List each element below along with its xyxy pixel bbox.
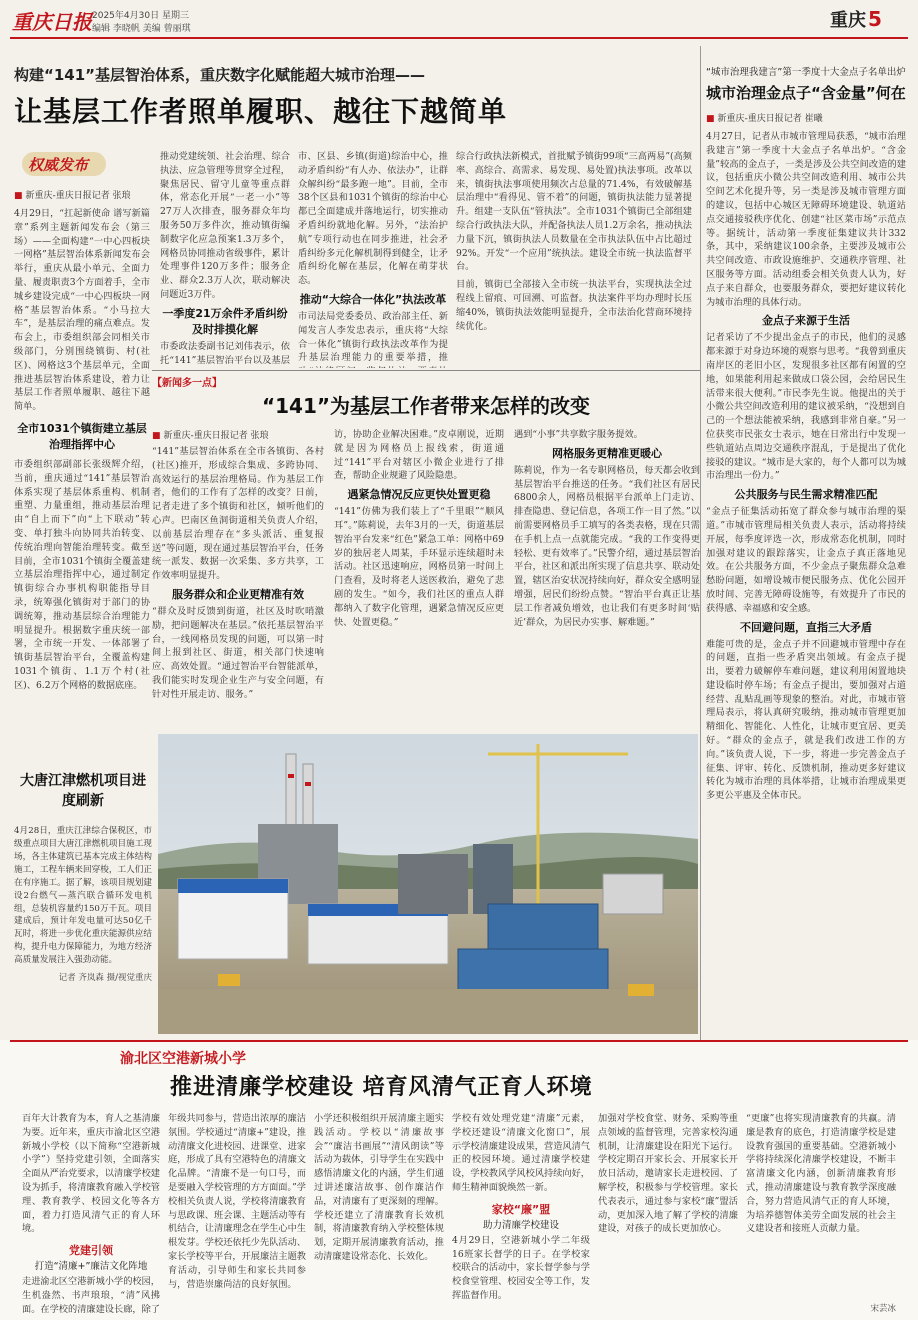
lead-byline: ■ 新重庆-重庆日报记者 张琅 [14,188,150,201]
mid-tag: 【新闻多一点】 [152,378,222,389]
bottom-subhead-1-line2: 打造“清廉+”廉洁文化阵地 [34,1261,148,1273]
bottom-subhead-1: 党建引领 [69,1244,113,1258]
mid-col-1 [152,428,324,728]
bottom-text-3: 小学还积极组织开展清廉主题实践活动。学校以“清廉故事会”“廉洁书画展”“清风朗读”等活动为载体，引导学生在实践中感悟清廉文化的内涵，学生们通过讲述廉洁故事、创作廉洁作品，对清廉有了更深刻的理解。学校还建立了清廉教育长效机制，将清廉教育纳入学校整体规划，定期开展清廉教育活动，推动清廉建设常态化、长效化。 [314,1113,444,1262]
lead-text-2a: 推动党建统领、社会治理、综合执法、应急管理等贯穿全过程，聚焦居民、留守儿童等重点群体，常态化开展“一老一小”等27万人次排查，服务群众年均服务50万多件次，推动镇街编制数字化应急预案1.3万多个，网格员协同推动省级事件，累计处理事件120万多件；服务企业、群众2.3万人次，联动解决问题近3万件。 [160,151,290,300]
bottom-col-2 [168,1112,306,1317]
lead-subhead-3: 推动“大综合一体化”执法改革 [299,292,447,306]
mid-col-2 [334,428,504,728]
bottom-feature [0,1040,918,1320]
bottom-headline: 推进清廉学校建设 培育风清气正育人环境 [170,1075,593,1100]
bottom-col-3 [314,1112,444,1317]
section-label: 重庆 [830,10,866,31]
right-text-d: 难能可贵的是，金点子并不回避城市管理中存在的问题，直指一些矛盾突出领域。有金点子提出，要着力破解停车难问题，建议利用闲置地块建设临时停车场；有金点子提出，要加强对占道经营、乱贴乱画等现象的整治。对此，市城市管理局表示，将认真研究吸纳，推动城市管理更加精细化、智能化、人性化，让城市更宜居、更美好。“群众的金点子，就是我们改进工作的方向。”该负责人说，下一步，将进一步完善金点子征集、评审、转化、反馈机制，推动更多好建议转化为城市治理的具体举措，让城市治理成果更多更公平惠及全体市民。 [706,638,906,802]
mid-byline: ■ 新重庆-重庆日报记者 张琅 [152,428,324,441]
right-subhead-1: 金点子来源于生活 [762,314,850,328]
photo-caption-title: 大唐江津燃机项目进度刷新 [20,773,146,809]
right-subhead-2: 公共服务与民生需求精准匹配 [734,488,878,502]
bottom-text-4a: 学校有效处理党建“清廉”元素，学校还建设“清廉文化窗口”，展示学校清廉建设成果，营造风清气正的校园环境。通过清廉学校建设，学校教风学风校风持续向好，师生精神面貌焕然一新。 [452,1113,590,1193]
bottom-col-5 [598,1112,738,1317]
bottom-kicker: 渝北区空港新城小学 [120,1051,246,1067]
newspaper-logo: 重庆日报 [12,10,92,34]
bottom-text-1b: 走进渝北区空港新城小学的校园，生机盎然、书声琅琅，“清”风拂面。在学校的清廉建设长廊，除了 [22,1276,160,1315]
lead-text-3a: 市、区县、乡镇(街道)综治中心，推动矛盾纠纷“有人办、依法办”，让群众解纠纷“最多跑一地”。目前，全市38个区县和1031个镇街的综治中心都已全面建成并落地运行，切实推动矛盾纠纷就地化解。另外，“法治护航”专项行动也在同步推进，社会矛盾纠纷多元化解机制得到健全，让矛盾纠纷化解在基层，化解在萌芽状态。 [298,151,448,287]
mid-text-1b: “群众及时反馈到街道，社区及时吹哨激励，把问题解决在基层。”依托基层智治平台，一线网格员发现的问题，可以第一时间上报到社区、街道，相关部门快速响应、高效处置。“通过智治平台智能派单，我们能实时发现企业生产与安全问题，有针对性开展走访、服务。” [152,605,324,700]
bottom-subhead-2-line2: 助力清廉学校建设 [482,1219,559,1231]
right-column [706,64,906,1044]
bottom-col-4 [452,1112,590,1317]
right-text-b: 记者采访了不少提出金点子的市民，他们的灵感都来源于对身边环境的观察与思考。“我曾到重庆南岸区的老旧小区，发现很多社区都有闲置的空地，如果能利用起来做成口袋公园，会给居民生活带来很大便利。”市民李先生说。他提出的关于小微公共空间改造利用的建议被采纳，“没想到自己的一个想法能被采纳，我感到非常自豪。”另一位获奖市民张女士表示，她在日常出行中发现一些轨道站点周边交通秩序混乱，于是提出了优化接驳的建议。“城市是大家的，每个人都可以为城市治理出一份力。” [706,332,906,482]
lead-text-1a: 4月29日，“扛起新使命 谱写新篇章”系列主题新闻发布会（第三场）——全面构建“一中心四板块一网格”基层智治体系新闻发布会举行，重庆从最小单元、全面力量、履责职责3个方面着手，全市城乡建设完成“一中心四板块一网格”基层智治体系。“小马拉大车”，是基层治理的痛点难点。发布会上，市委组织部会同相关市级部门，分别围绕镇街、村(社区)、网格这3个基层单元，全面推进基层智治体系建设，着力让基层工作者照单履职、越往下越简单。 [14,208,150,413]
bottom-text-6: “更廉”也将实现清廉教育的共赢。清廉是教育的底色，打造清廉学校是建设教育强国的重要基础。空港新城小学将持续深化清廉学校建设，不断丰富清廉文化内涵，创新清廉教育形式，推动清廉建设与教育教学深度融合，努力营造风清气正的育人环境，为培养德智体美劳全面发展的社会主义建设者和接班人贡献力量。 [746,1113,896,1235]
right-byline: ■ 新重庆-重庆日报记者 崔曦 [706,111,906,124]
lead-col-1 [14,188,150,718]
section-name [830,6,882,32]
mid-text-2b: “141”仿佛为我们装上了“千里眼”“顺风耳”。”陈莉说，去年3月的一天，街道基层智治平台发来“红色”紧急工单：网格中69岁的独居老人周某，手环显示连续超时未活动。社区迅速响应，网格员第一时间上门查看，及时将老人送医救治，避免了悲剧的发生。“如今，我们社区的重点人群都纳入了数字化管理，遇紧急情况反应更快、处置更稳。” [334,506,504,628]
bottom-text-1a: 百年大计教育为本，育人之基清廉为要。近年来，重庆市渝北区空港新城小学校（以下简称“空港新城小学”）坚持党建引领，全面落实全面从严治党要求，以清廉学校建设为抓手，将清廉教育融入学校管理、教育教学、校园文化等各方面，着力打造风清气正的育人环境。 [22,1113,160,1235]
lead-col-4 [456,150,692,368]
photo-caption-text: 4月28日，重庆江津综合保税区，市级重点项目大唐江津燃机项目施工现场，各主体建筑已基本完成主体结构施工，工程车辆来回穿梭，工人们正在有序施工。据了解，该项目规划建设2台燃气—蒸汽联合循环发电机组，总装机容量约150万千瓦。项目建成后，预计年发电量可达50亿千瓦时，将进一步优化重庆能源供应结构，提升电力保障能力，为地方经济高质量发展注入强劲动能。 [14,826,152,966]
bottom-text-4b: 4月29日，空港新城小学二年级16班家长督学的日子。在学校家校联合的活动中，家长督学参与学校食堂管理、校园安全等工作，发挥监督作用。 [452,1234,590,1301]
lead-text-1b: 市委组织部副部长张级辉介绍，当前，重庆通过“141”基层智治体系实现了基层体系重构、机制重塑、力量重组，推动基层治理由“自上而下”向“上下联动”转变、单打独斗向协同共治转变、传统治理向智能治理转变。截至目前，全市1031个镇街全覆盖建立基层治理指挥中心，通过制定镇街综合办事机构职能指导目录，统筹强化镇街对于部门的协调统筹，推动基层综合治理能力明显提升。根据数字重庆统一部署，全市统一开发、一体部署了镇街基层智治平台，全覆盖构建1031个镇街、1.1万个村(社区)、6.2万个网格的数据底座。 [14,458,150,691]
masthead [0,0,918,44]
masthead-rule [10,37,908,39]
photo-credit: 记者 齐岚森 摄/视觉重庆 [58,972,152,983]
lead-col-3 [298,150,448,368]
lead-text-4a: 综合行政执法新模式，首批赋予镇街99项“三高两易”(高频率、高综合、高需求、易发现、易处置)执法事项。改革以来，镇街执法事项使用频次占总量的71.4%，有效破解基层治理中“看得见、管不着”的问题，镇街执法能力显著提升。组建一支队伍“管执法”。全市1031个镇街已全部组建综合行政执法大队，并配备执法人员1.2万余名，推动执法力量下沉，镇街执法人员数量在全市执法队伍中占比超过92%。开发“一个应用”统执法。建设全市统一执法监督平台。 [456,151,692,273]
right-subhead-3: 不回避问题，直指三大矛盾 [740,620,872,634]
bottom-text-2: 年级共同参与，营造出浓厚的廉洁氛围。学校通过“清廉+”建设，推动清廉文化进校园、进课堂、进家庭，形成了具有空港特色的清廉文化品牌。“清廉不是一句口号，而是要融入学校管理的方方面面。”学校相关负责人说，学校将清廉教育与思政课、班会课、主题活动等有机结合，让清廉理念在学生心中生根发芽。学校还依托少先队活动、家长学校等平台，开展廉洁主题教育活动，引导师生和家长共同参与，营造崇廉尚洁的良好氛围。 [168,1113,306,1290]
right-text-c: “金点子征集活动拓宽了群众参与城市治理的渠道。”市城市管理局相关负责人表示，活动将持续开展，每季度评选一次，形成常态化机制，同时加强对建议的跟踪落实，让金点子真正落地见效。在公共服务方面，不少金点子聚焦群众急难愁盼问题，如增设城市便民服务点、优化公园开放时间、完善无障碍设施等，有效提升了市民的获得感、幸福感和安全感。 [706,506,906,614]
bottom-credit: 宋芸冰 [870,1304,896,1314]
lead-subhead-2: 一季度21万余件矛盾纠纷及时排摸化解 [162,306,288,336]
lead-headline: 让基层工作者照单履职、越往下越简单 [14,95,508,128]
issue-date: 2025年4月30日 星期三 [92,11,189,21]
mid-story [152,370,700,730]
lead-badge [22,148,112,184]
mid-text-2a: 访，协助企业解决困难。”皮卓刚说，近期就是因为网格员上报线索，街道通过“141”平台对辖区小微企业进行了排查，帮助企业规避了风险隐患。 [334,429,504,482]
bottom-col-6 [746,1112,896,1317]
photo-caption [14,732,152,1032]
right-text-a: 4月27日，记者从市城市管理局获悉，“城市治理我建言”第一季度十大金点子名单出炉。“含金量”较高的金点子，一类是涉及公共空间改造的建议，包括重庆小微公共空间改造利用、城市公共空间艺术化提升等，另一类是涉及城市管理方面的建议，包括中心城区无障碍环境建设、轨道站点交通接驳秩序优化、创建“社区菜市场”示范点等。据统计，活动第一季度征集建议共计332条，其中，采纳建议100余条，主要涉及城市公共空间改造、市政设施维护、交通秩序管理、社区服务等方面。活动组委会相关负责人认为，好点子来自群众，也要服务群众，要把好建议转化为城市治理的具体行动。 [706,131,906,308]
mid-subhead-3: 网格服务更精准更暖心 [552,446,662,460]
lead-kicker: 构建“141”基层智治体系，重庆数字化赋能超大城市治理—— [14,66,426,84]
lead-text-2b: 市委政法委副书记刘伟表示，依托“141”基层智治平台以及基层 [160,340,290,366]
mid-top-rule [152,370,700,371]
right-kicker: “城市治理我建言”第一季度十大金点子名单出炉 [706,67,906,78]
mid-col-3 [514,428,700,728]
mid-text-1a: “141”基层智治体系在全市各镇街、各村(社区)推开，形成综合集成、多跨协同、高效运行的基层治理格局。作为基层工作者，他们的工作有了怎样的改变？日前，记者走进了多个镇街和社区，倾听他们的心声。巴南区鱼洞街道相关负责人介绍，以前基层治理存在“多头派活、重复报送”等问题，现在通过基层智治平台，任务统一派发、数据一次采集、多方共享，工作效率明显提升。 [152,446,324,582]
editor-credits: 编辑 李晓帆 美编 曾丽琪 [92,24,191,34]
mid-subhead-1: 服务群众和企业更精准有效 [172,587,304,601]
mid-headline: “141”为基层工作者带来怎样的改变 [261,394,591,418]
lead-text-4b: 目前，镇街已全部接入全市统一执法平台，实现执法全过程线上留痕、可回溯、可监督。执法案件平均办理时长压缩40%，镇街执法效能明显提升，全市法治化营商环境持续优化。 [456,279,692,332]
right-headline: 城市治理金点子“含金量”何在 [706,84,906,102]
bottom-col-1 [22,1112,160,1317]
bottom-text-5: 加强对学校食堂、财务、采购等重点领域的监督管理，完善家校沟通机制，让清廉建设在阳光下运行。学校定期召开家长会、开展家长开放日活动，邀请家长走进校园、了解学校，积极参与学校管理。家长代表表示，通过参与家校“廉”盟活动，更加深入地了解了学校的清廉建设，对孩子的成长更加放心。 [598,1113,738,1235]
lead-col-2 [160,150,290,368]
lead-subhead-1: 全市1031个镇街建立基层治理指挥中心 [17,421,147,451]
mid-text-3b: 陈莉说，作为一名专职网格员，每天都会收到基层智治平台推送的任务。“我们社区有居民6800余人，网格员根据平台派单上门走访、排查隐患、登记信息，各项工作一目了然。”以前需要网格员手工填写的各类表格，现在只需在手机上点一点就能完成。“我的工作变得更轻松、更有效率了。”民警介绍，通过基层智治平台，社区和派出所实现了信息共享、联动处置，辖区治安状况持续向好，群众安全感明显增强，居民们纷纷点赞。“智治平台真正让基层工作者减负增效，也让我们有更多时间‘贴近’群众，为居民办实事、解难题。” [514,464,700,628]
badge-label: 权威发布 [28,156,89,174]
mid-subhead-2: 遇紧急情况反应更快处置更稳 [347,488,491,502]
page-number: 5 [868,7,882,31]
right-divider [700,46,701,1046]
lead-text-3b: 市司法局党委委员、政治部主任、新闻发言人李发忠表示，重庆将“大综合一体化”镇街行政执法改革作为提升基层治理能力的重要举措，推 [298,310,448,364]
mid-text-3a: 遇到“小事”共享数字服务提效。 [514,429,643,440]
photo-illustration [158,734,698,1034]
bottom-top-rule [10,1040,908,1042]
power-plant-photo [158,734,698,1034]
bottom-subhead-2: 家校“廉”盟 [491,1202,551,1216]
